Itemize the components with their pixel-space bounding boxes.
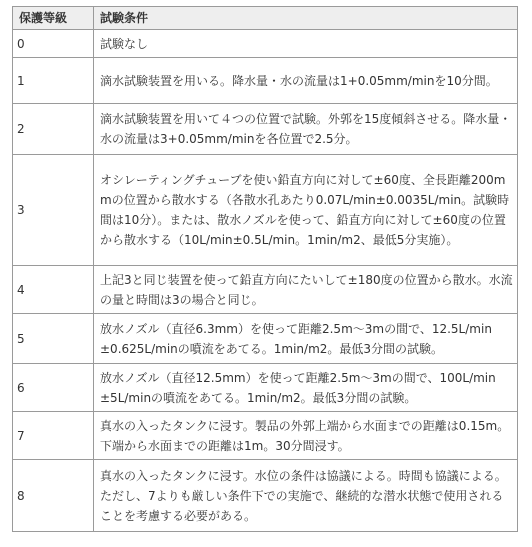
- table-row: [13, 104, 518, 155]
- condition-cell: 試験なし: [94, 30, 518, 58]
- condition-cell: オシレーティングチューブを使い鉛直方向に対して±60度、全長距離200mmの位置から散水する（各散水孔あたり0.07L/min±0.0035L/min。試験時間は10分）。または、散水ノズルを使って、鉛直方向に対して±60度の位置から散水する（10L/min±0.5L/min。1min/m2、最低5分実施）。: [94, 155, 518, 266]
- table-row: [13, 364, 518, 412]
- condition-cell: 滴水試験装置を用いる。降水量・水の流量は1+0.05mm/minを10分間。: [94, 58, 518, 104]
- table-row: [13, 314, 518, 364]
- header-protection-level: 保護等級: [13, 7, 94, 30]
- cropped-caption: [0, 0, 532, 3]
- table-row: [13, 412, 518, 460]
- level-cell: 2: [13, 104, 94, 155]
- level-cell: 6: [13, 364, 94, 412]
- level-cell: 0: [13, 30, 94, 58]
- table-row: [13, 460, 518, 532]
- level-cell: 8: [13, 460, 94, 532]
- table-row: [13, 58, 518, 104]
- level-cell: 5: [13, 314, 94, 364]
- table-row: [13, 266, 518, 314]
- level-cell: 4: [13, 266, 94, 314]
- header-test-condition: 試験条件: [94, 7, 518, 30]
- ip-protection-table: [12, 6, 518, 532]
- condition-cell: 真水の入ったタンクに浸す。水位の条件は協議による。時間も協議による。ただし、7よりも厳しい条件下での実施で、継続的な潜水状態で使用されることを考慮する必要がある。: [94, 460, 518, 532]
- condition-cell: 放水ノズル（直径12.5mm）を使って距離2.5m～3mの間で、100L/min±5L/minの噴流をあてる。1min/m2。最低3分間の試験。: [94, 364, 518, 412]
- table-row: [13, 155, 518, 266]
- condition-cell: 上記3と同じ装置を使って鉛直方向にたいして±180度の位置から散水。水流の量と時間は3の場合と同じ。: [94, 266, 518, 314]
- table-row: [13, 30, 518, 58]
- condition-cell: 滴水試験装置を用いて４つの位置で試験。外郭を15度傾斜させる。降水量・水の流量は3+0.05mm/minを各位置で2.5分。: [94, 104, 518, 155]
- level-cell: 1: [13, 58, 94, 104]
- level-cell: 3: [13, 155, 94, 266]
- condition-cell: 放水ノズル（直径6.3mm）を使って距離2.5m～3mの間で、12.5L/min±0.625L/minの噴流をあてる。1min/m2。最低3分間の試験。: [94, 314, 518, 364]
- level-cell: 7: [13, 412, 94, 460]
- condition-cell: 真水の入ったタンクに浸す。製品の外郭上端から水面までの距離は0.15m。下端から水面までの距離は1m。30分間浸す。: [94, 412, 518, 460]
- table-header-row: [13, 7, 518, 30]
